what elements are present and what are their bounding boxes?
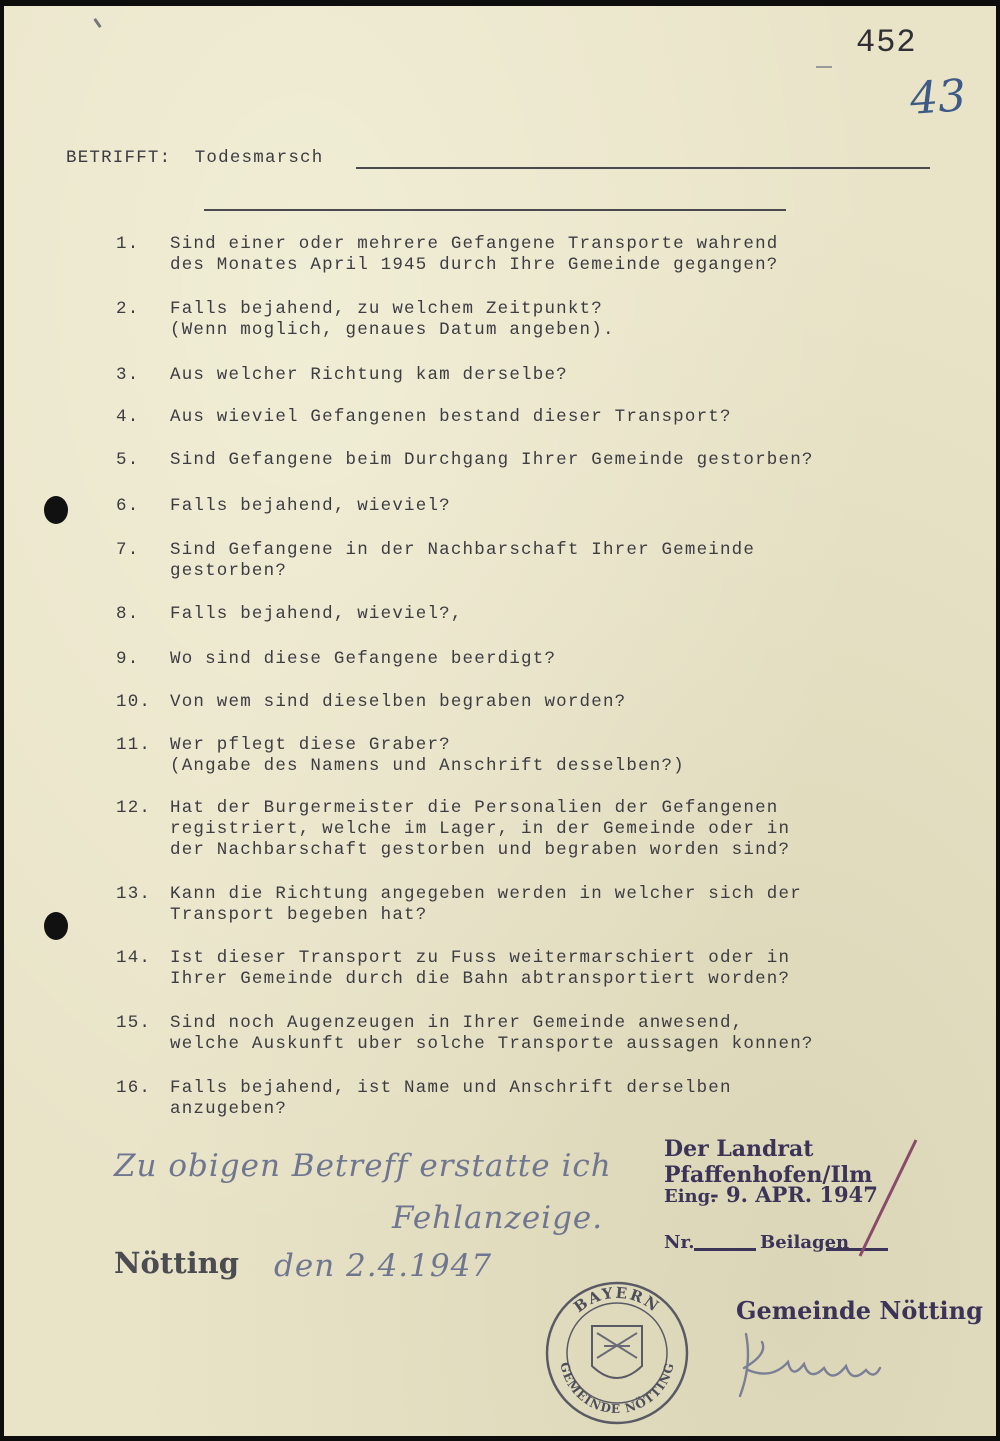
question-text: Aus welcher Richtung kam derselbe? <box>170 365 568 385</box>
question-text: Von wem sind dieselben begraben worden? <box>170 692 627 712</box>
document-page <box>4 6 996 1436</box>
question-text: Sind Gefangene in der Nachbarschaft Ihrer Gemeinde gestorben? <box>170 540 756 581</box>
municipality-stamp: Gemeinde Nötting <box>736 1296 983 1325</box>
subject-line <box>66 148 323 168</box>
subject-label: BETRIFFT: <box>66 148 172 168</box>
page-number: 452 <box>856 24 917 61</box>
seal-bottom-text: GEMEINDE NÖTTING <box>557 1360 677 1417</box>
question-number: 2. <box>116 299 140 319</box>
handwritten-date: den 2.4.1947 <box>274 1248 493 1284</box>
question-text: Wer pflegt diese Graber? (Angabe des Namens und Anschrift desselben?) <box>170 735 685 776</box>
handwritten-reply-line2: Fehlanzeige. <box>392 1200 604 1236</box>
receipt-stamp-date: - 9. APR. 1947 <box>710 1182 878 1207</box>
question-number: 9. <box>116 649 140 669</box>
question-number: 3. <box>116 365 140 385</box>
question-text: Falls bejahend, ist Name und Anschrift derselben anzugeben? <box>170 1078 732 1119</box>
question-number: 5. <box>116 450 140 470</box>
pencil-mark <box>93 18 101 28</box>
signature <box>728 1324 888 1404</box>
subject-value: Todesmarsch <box>194 148 324 168</box>
receipt-stamp-nr-rule <box>694 1248 756 1251</box>
punch-hole <box>44 496 68 524</box>
question-number: 11. <box>116 735 152 755</box>
receipt-stamp-slash <box>852 1136 922 1261</box>
punch-hole <box>44 912 68 940</box>
question-number: 4. <box>116 407 140 427</box>
handwritten-reply-line1: Zu obigen Betreff erstatte ich <box>114 1148 612 1184</box>
question-number: 8. <box>116 604 140 624</box>
municipal-seal <box>542 1278 692 1428</box>
seal-top-text: BAYERN <box>570 1283 664 1317</box>
question-number: 12. <box>116 798 152 818</box>
question-text: Kann die Richtung angegeben werden in welcher sich der Transport begeben hat? <box>170 884 802 925</box>
question-number: 14. <box>116 948 152 968</box>
question-text: Ist dieser Transport zu Fuss weitermarschiert oder in Ihrer Gemeinde durch die Bahn abtransportiert worden? <box>170 948 791 989</box>
question-text: Sind Gefangene beim Durchgang Ihrer Gemeinde gestorben? <box>170 450 814 470</box>
subject-underline <box>356 167 930 169</box>
question-number: 15. <box>116 1013 152 1033</box>
subject-underline-second <box>204 209 786 211</box>
question-text: Falls bejahend, wieviel?, <box>170 604 463 624</box>
question-number: 10. <box>116 692 152 712</box>
question-number: 13. <box>116 884 152 904</box>
pencil-dash <box>816 66 832 68</box>
receipt-stamp-received-label: Eing. <box>664 1186 717 1207</box>
question-text: Sind noch Augenzeugen in Ihrer Gemeinde anwesend, welche Auskunft uber solche Transporte aussagen konnen? <box>170 1013 814 1054</box>
receipt-stamp-office: Der Landrat Pfaffenhofen/Ilm <box>664 1136 873 1188</box>
question-text: Wo sind diese Gefangene beerdigt? <box>170 649 557 669</box>
question-number: 7. <box>116 540 140 560</box>
question-text: Hat der Burgermeister die Personalien der Gefangenen registriert, welche im Lager, in der Gemeinde oder in der Nachbarschaft gestorben und begraben worden sind? <box>170 798 791 860</box>
question-number: 16. <box>116 1078 152 1098</box>
question-text: Sind einer oder mehrere Gefangene Transporte wahrend des Monates April 1945 durch Ihre Gemeinde gegangen? <box>170 234 779 275</box>
receipt-stamp-attachments-label: Beilagen <box>760 1232 850 1253</box>
question-text: Falls bejahend, wieviel? <box>170 496 451 516</box>
question-number: 6. <box>116 496 140 516</box>
receipt-stamp-nr-label: Nr. <box>664 1232 695 1253</box>
place-stamp: Nötting <box>114 1246 240 1280</box>
question-text: Falls bejahend, zu welchem Zeitpunkt? (Wenn moglich, genaues Datum angeben). <box>170 299 615 340</box>
question-number: 1. <box>116 234 140 254</box>
folio-number: 43 <box>908 70 968 125</box>
question-text: Aus wieviel Gefangenen bestand dieser Transport? <box>170 407 732 427</box>
